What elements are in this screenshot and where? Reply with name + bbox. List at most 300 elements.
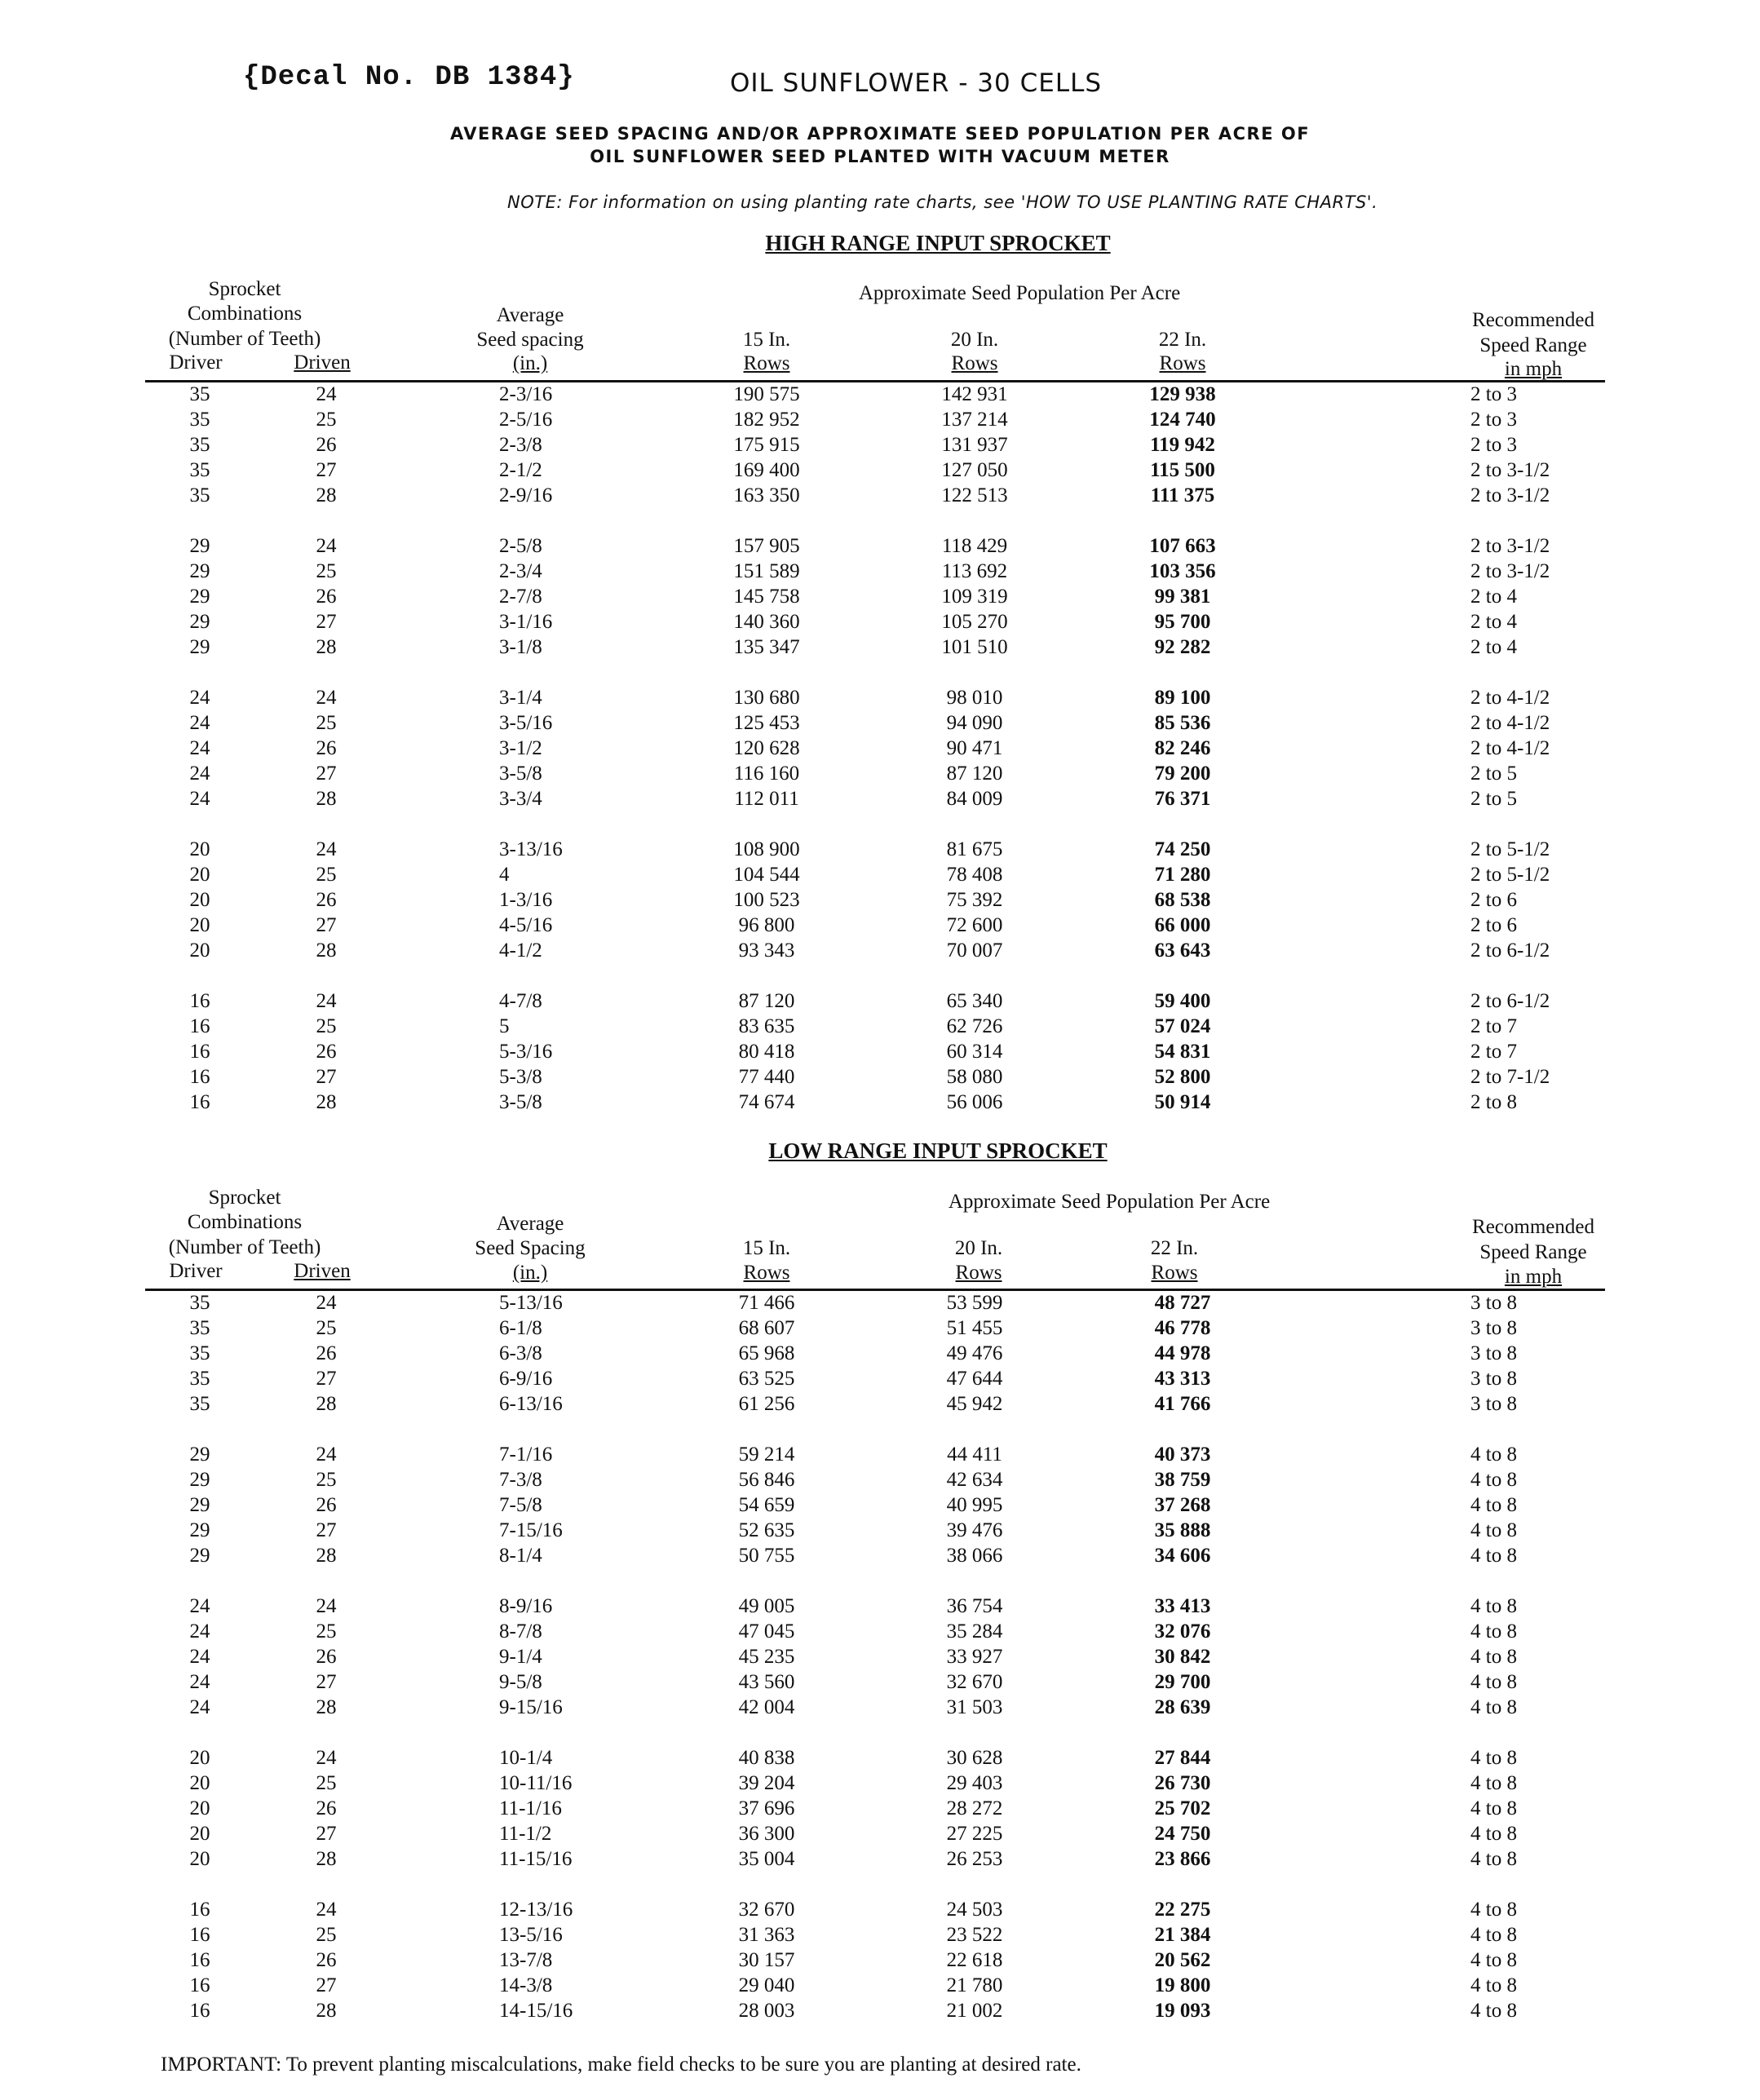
driven-teeth: 24	[316, 1595, 337, 1617]
speed-range: 2 to 4-1/2	[1470, 687, 1550, 709]
seed-spacing: 3-13/16	[499, 838, 563, 860]
population-15in: 50 755	[738, 1545, 795, 1567]
page-title: OIL SUNFLOWER - 30 CELLS	[730, 69, 1103, 98]
driven-teeth: 27	[316, 1671, 337, 1693]
population-20in: 137 214	[941, 409, 1008, 431]
driven-teeth: 27	[316, 763, 337, 785]
population-20in: 42 634	[946, 1469, 1003, 1491]
seed-spacing: 5-3/8	[499, 1066, 542, 1088]
in-unit-header: (in.)	[512, 1262, 548, 1284]
driven-teeth: 26	[316, 1342, 337, 1364]
speed-range: 2 to 5-1/2	[1470, 838, 1550, 860]
driver-teeth: 29	[189, 1443, 210, 1466]
population-15in: 36 300	[738, 1823, 795, 1845]
population-15in: 30 157	[738, 1949, 795, 1971]
combinations-header: Combinations	[187, 303, 303, 325]
driven-teeth: 28	[316, 939, 337, 962]
speed-range: 4 to 8	[1470, 1848, 1517, 1870]
population-15in: 77 440	[738, 1066, 795, 1088]
population-header: Approximate Seed Population Per Acre	[858, 282, 1181, 304]
population-15in: 54 659	[738, 1494, 795, 1516]
rows15-header: Rows	[743, 352, 790, 374]
population-22in: 35 888	[1154, 1519, 1211, 1541]
population-22in: 111 375	[1150, 484, 1215, 506]
driver-teeth: 24	[189, 1595, 210, 1617]
driver-teeth: 16	[189, 2000, 210, 2022]
population-22in: 119 942	[1150, 434, 1215, 456]
driver-teeth: 16	[189, 1899, 210, 1921]
speed-range: 2 to 6-1/2	[1470, 990, 1550, 1012]
driven-teeth: 27	[316, 1974, 337, 1996]
population-20in: 90 471	[946, 737, 1003, 759]
population-22in: 43 313	[1154, 1368, 1211, 1390]
population-15in: 112 011	[734, 788, 799, 810]
population-15in: 108 900	[733, 838, 800, 860]
seed-spacing: 3-1/8	[499, 636, 542, 658]
population-20in: 127 050	[941, 459, 1008, 481]
population-15in: 163 350	[733, 484, 800, 506]
population-20in: 56 006	[946, 1091, 1003, 1113]
population-15in: 47 045	[738, 1620, 795, 1642]
driven-teeth: 28	[316, 636, 337, 658]
population-22in: 30 842	[1154, 1646, 1211, 1668]
in-unit-header: (in.)	[512, 352, 548, 374]
population-22in: 29 700	[1154, 1671, 1211, 1693]
population-15in: 49 005	[738, 1595, 795, 1617]
speed-range: 4 to 8	[1470, 1696, 1517, 1718]
driver-teeth: 20	[189, 838, 210, 860]
speed-range: 2 to 3-1/2	[1470, 459, 1550, 481]
number-of-teeth-header: (Number of Teeth)	[168, 328, 321, 350]
low-range-header-rule	[145, 1289, 1605, 1291]
speed-range: 4 to 8	[1470, 2000, 1517, 2022]
driven-teeth: 27	[316, 1519, 337, 1541]
driver-teeth: 35	[189, 383, 210, 405]
driven-teeth: 28	[316, 1393, 337, 1415]
population-20in: 28 272	[946, 1797, 1003, 1819]
seed-spacing: 3-5/8	[499, 763, 542, 785]
driver-teeth: 29	[189, 586, 210, 608]
decal-number: {Decal No. DB 1384}	[243, 62, 575, 93]
high-range-header-rule	[145, 380, 1605, 382]
seed-spacing: 6-3/8	[499, 1342, 542, 1364]
population-20in: 118 429	[941, 535, 1008, 557]
population-15in: 151 589	[733, 560, 800, 582]
population-15in: 140 360	[733, 611, 800, 633]
driven-teeth: 27	[316, 611, 337, 633]
population-15in: 87 120	[738, 990, 795, 1012]
driven-header: Driven	[294, 1260, 351, 1282]
driver-teeth: 20	[189, 889, 210, 911]
seed-spacing: 2-3/16	[499, 383, 553, 405]
population-15in: 68 607	[738, 1317, 795, 1339]
driven-teeth: 24	[316, 1899, 337, 1921]
speed-range: 2 to 5	[1470, 788, 1517, 810]
seed-spacing: 3-5/8	[499, 1091, 542, 1113]
population-20in: 122 513	[941, 484, 1008, 506]
seed-spacing: 14-15/16	[499, 2000, 573, 2022]
seed-spacing-header: Seed spacing	[476, 329, 584, 351]
population-20in: 38 066	[946, 1545, 1003, 1567]
population-22in: 103 356	[1149, 560, 1216, 582]
speed-range: 2 to 4	[1470, 636, 1517, 658]
population-15in: 74 674	[738, 1091, 795, 1113]
seed-spacing: 10-11/16	[499, 1772, 573, 1794]
population-20in: 101 510	[941, 636, 1008, 658]
population-22in: 41 766	[1154, 1393, 1211, 1415]
driver-teeth: 16	[189, 990, 210, 1012]
population-20in: 26 253	[946, 1848, 1003, 1870]
speed-range: 4 to 8	[1470, 1924, 1517, 1946]
population-22in: 48 727	[1154, 1292, 1211, 1314]
population-22in: 20 562	[1154, 1949, 1211, 1971]
population-22in: 19 093	[1154, 2000, 1211, 2022]
driver-teeth: 20	[189, 1823, 210, 1845]
speed-range: 4 to 8	[1470, 1797, 1517, 1819]
seed-spacing: 11-1/2	[499, 1823, 552, 1845]
speed-range: 2 to 3	[1470, 409, 1517, 431]
driver-teeth: 35	[189, 1342, 210, 1364]
driven-teeth: 27	[316, 1066, 337, 1088]
speed-range: 3 to 8	[1470, 1393, 1517, 1415]
population-header: Approximate Seed Population Per Acre	[948, 1191, 1271, 1213]
driven-teeth: 25	[316, 1772, 337, 1794]
speed-range: 2 to 5-1/2	[1470, 864, 1550, 886]
population-15in: 28 003	[738, 2000, 795, 2022]
seed-spacing: 5-3/16	[499, 1041, 553, 1063]
population-22in: 92 282	[1154, 636, 1211, 658]
seed-spacing: 11-1/16	[499, 1797, 562, 1819]
driver-teeth: 20	[189, 914, 210, 936]
speed-range-header: Speed Range	[1479, 1241, 1587, 1263]
driven-teeth: 25	[316, 1317, 337, 1339]
speed-range: 4 to 8	[1470, 1443, 1517, 1466]
driver-teeth: 29	[189, 1545, 210, 1567]
seed-spacing: 3-1/16	[499, 611, 553, 633]
driver-teeth: 20	[189, 1797, 210, 1819]
population-22in: 54 831	[1154, 1041, 1211, 1063]
driven-teeth: 27	[316, 1823, 337, 1845]
driver-teeth: 29	[189, 1494, 210, 1516]
driver-teeth: 29	[189, 636, 210, 658]
population-20in: 60 314	[946, 1041, 1003, 1063]
population-22in: 66 000	[1154, 914, 1211, 936]
driven-teeth: 24	[316, 838, 337, 860]
seed-spacing: 14-3/8	[499, 1974, 553, 1996]
driven-teeth: 27	[316, 1368, 337, 1390]
speed-range: 2 to 5	[1470, 763, 1517, 785]
driver-teeth: 16	[189, 1091, 210, 1113]
population-20in: 44 411	[947, 1443, 1002, 1466]
seed-spacing: 1-3/16	[499, 889, 553, 911]
population-15in: 190 575	[733, 383, 800, 405]
number-of-teeth-header: (Number of Teeth)	[168, 1236, 321, 1258]
driven-teeth: 24	[316, 990, 337, 1012]
population-22in: 99 381	[1154, 586, 1211, 608]
seed-spacing: 5	[499, 1015, 510, 1037]
seed-spacing: 3-5/16	[499, 712, 553, 734]
driven-teeth: 26	[316, 1494, 337, 1516]
population-15in: 31 363	[738, 1924, 795, 1946]
speed-range: 3 to 8	[1470, 1292, 1517, 1314]
speed-range: 4 to 8	[1470, 1646, 1517, 1668]
population-15in: 29 040	[738, 1974, 795, 1996]
population-22in: 74 250	[1154, 838, 1211, 860]
population-15in: 42 004	[738, 1696, 795, 1718]
seed-spacing: 7-3/8	[499, 1469, 542, 1491]
population-22in: 22 275	[1154, 1899, 1211, 1921]
population-20in: 131 937	[941, 434, 1008, 456]
driver-teeth: 29	[189, 611, 210, 633]
speed-range: 2 to 6-1/2	[1470, 939, 1550, 962]
driver-teeth: 16	[189, 1066, 210, 1088]
population-15in: 135 347	[733, 636, 800, 658]
population-20in: 98 010	[946, 687, 1003, 709]
driven-teeth: 26	[316, 1646, 337, 1668]
important-footnote: IMPORTANT: To prevent planting miscalculations, make field checks to be sure you are planting at desired rate.	[161, 2054, 1081, 2076]
seed-spacing: 9-15/16	[499, 1696, 563, 1718]
seed-spacing: 9-1/4	[499, 1646, 542, 1668]
rows22-header: Rows	[1159, 352, 1206, 374]
population-22in: 23 866	[1154, 1848, 1211, 1870]
population-22in: 115 500	[1150, 459, 1215, 481]
driven-teeth: 25	[316, 864, 337, 886]
driver-teeth: 24	[189, 687, 210, 709]
seed-spacing: 4-1/2	[499, 939, 542, 962]
speed-range: 4 to 8	[1470, 1949, 1517, 1971]
driver-teeth: 35	[189, 1393, 210, 1415]
population-22in: 25 702	[1154, 1797, 1211, 1819]
driven-teeth: 27	[316, 459, 337, 481]
seed-spacing: 6-1/8	[499, 1317, 542, 1339]
speed-range-header: Speed Range	[1479, 334, 1587, 356]
population-15in: 93 343	[738, 939, 795, 962]
population-20in: 81 675	[946, 838, 1003, 860]
speed-range: 2 to 6	[1470, 914, 1517, 936]
population-15in: 116 160	[733, 763, 800, 785]
population-22in: 129 938	[1149, 383, 1216, 405]
speed-range: 4 to 8	[1470, 1494, 1517, 1516]
population-15in: 100 523	[733, 889, 800, 911]
seed-spacing-header: Seed Spacing	[475, 1237, 586, 1259]
population-22in: 124 740	[1149, 409, 1216, 431]
usage-note: NOTE: For information on using planting rate charts, see 'HOW TO USE PLANTING RATE CHARTS'.	[507, 192, 1378, 212]
population-22in: 76 371	[1154, 788, 1211, 810]
population-22in: 38 759	[1154, 1469, 1211, 1491]
population-20in: 70 007	[946, 939, 1003, 962]
speed-range: 2 to 7-1/2	[1470, 1066, 1550, 1088]
population-20in: 24 503	[946, 1899, 1003, 1921]
population-20in: 39 476	[946, 1519, 1003, 1541]
row15-header: 15 In.	[742, 1237, 791, 1259]
seed-spacing: 13-7/8	[499, 1949, 553, 1971]
average-header: Average	[496, 1213, 564, 1235]
population-20in: 62 726	[946, 1015, 1003, 1037]
seed-spacing: 6-13/16	[499, 1393, 563, 1415]
driven-teeth: 28	[316, 1696, 337, 1718]
population-22in: 27 844	[1154, 1747, 1211, 1769]
population-22in: 71 280	[1154, 864, 1211, 886]
population-20in: 94 090	[946, 712, 1003, 734]
row20-header: 20 In.	[950, 329, 999, 351]
speed-range: 2 to 7	[1470, 1041, 1517, 1063]
speed-range: 2 to 4	[1470, 611, 1517, 633]
driven-teeth: 28	[316, 788, 337, 810]
speed-range: 4 to 8	[1470, 1899, 1517, 1921]
speed-range: 4 to 8	[1470, 1671, 1517, 1693]
speed-range: 2 to 4-1/2	[1470, 712, 1550, 734]
seed-spacing: 8-1/4	[499, 1545, 542, 1567]
population-20in: 65 340	[946, 990, 1003, 1012]
population-22in: 59 400	[1154, 990, 1211, 1012]
rows22-header: Rows	[1151, 1262, 1198, 1284]
population-15in: 71 466	[738, 1292, 795, 1314]
population-15in: 83 635	[738, 1015, 795, 1037]
population-15in: 35 004	[738, 1848, 795, 1870]
population-20in: 27 225	[946, 1823, 1003, 1845]
driver-teeth: 35	[189, 409, 210, 431]
seed-spacing: 6-9/16	[499, 1368, 553, 1390]
in-mph-header: in mph	[1504, 1266, 1563, 1288]
driver-teeth: 24	[189, 1646, 210, 1668]
seed-spacing: 2-5/8	[499, 535, 542, 557]
in-mph-header: in mph	[1504, 358, 1563, 380]
seed-spacing: 11-15/16	[499, 1848, 573, 1870]
population-20in: 78 408	[946, 864, 1003, 886]
population-20in: 105 270	[941, 611, 1008, 633]
seed-spacing: 4-7/8	[499, 990, 542, 1012]
seed-spacing: 12-13/16	[499, 1899, 573, 1921]
driver-teeth: 24	[189, 1696, 210, 1718]
population-20in: 33 927	[946, 1646, 1003, 1668]
driver-teeth: 24	[189, 737, 210, 759]
population-15in: 145 758	[733, 586, 800, 608]
population-22in: 28 639	[1154, 1696, 1211, 1718]
population-20in: 32 670	[946, 1671, 1003, 1693]
driver-teeth: 29	[189, 560, 210, 582]
speed-range: 4 to 8	[1470, 1519, 1517, 1541]
seed-spacing: 8-9/16	[499, 1595, 553, 1617]
rows15-header: Rows	[743, 1262, 790, 1284]
seed-spacing: 3-1/2	[499, 737, 542, 759]
driven-teeth: 25	[316, 409, 337, 431]
driven-teeth: 24	[316, 535, 337, 557]
population-15in: 125 453	[733, 712, 800, 734]
combinations-header: Combinations	[187, 1211, 303, 1233]
seed-spacing: 2-3/8	[499, 434, 542, 456]
population-22in: 33 413	[1154, 1595, 1211, 1617]
speed-range: 4 to 8	[1470, 1772, 1517, 1794]
seed-spacing: 2-5/16	[499, 409, 553, 431]
population-20in: 36 754	[946, 1595, 1003, 1617]
driver-teeth: 35	[189, 434, 210, 456]
population-15in: 56 846	[738, 1469, 795, 1491]
driven-teeth: 28	[316, 1848, 337, 1870]
speed-range: 3 to 8	[1470, 1317, 1517, 1339]
population-20in: 21 780	[946, 1974, 1003, 1996]
population-15in: 45 235	[738, 1646, 795, 1668]
driver-teeth: 24	[189, 788, 210, 810]
population-15in: 61 256	[738, 1393, 795, 1415]
seed-spacing: 4	[499, 864, 510, 886]
speed-range: 2 to 7	[1470, 1015, 1517, 1037]
driver-teeth: 24	[189, 712, 210, 734]
population-20in: 58 080	[946, 1066, 1003, 1088]
seed-spacing: 3-1/4	[499, 687, 542, 709]
speed-range: 2 to 3-1/2	[1470, 484, 1550, 506]
population-20in: 22 618	[946, 1949, 1003, 1971]
driven-teeth: 25	[316, 1469, 337, 1491]
driver-teeth: 20	[189, 1772, 210, 1794]
driven-teeth: 26	[316, 1041, 337, 1063]
driven-teeth: 25	[316, 1620, 337, 1642]
driver-teeth: 29	[189, 1469, 210, 1491]
driver-teeth: 20	[189, 864, 210, 886]
seed-spacing: 7-1/16	[499, 1443, 553, 1466]
population-15in: 39 204	[738, 1772, 795, 1794]
driver-teeth: 20	[189, 1848, 210, 1870]
speed-range: 4 to 8	[1470, 1974, 1517, 1996]
driven-teeth: 28	[316, 484, 337, 506]
population-22in: 21 384	[1154, 1924, 1211, 1946]
rows20-header: Rows	[951, 352, 998, 374]
speed-range: 2 to 6	[1470, 889, 1517, 911]
population-20in: 29 403	[946, 1772, 1003, 1794]
speed-range: 4 to 8	[1470, 1747, 1517, 1769]
population-15in: 175 915	[733, 434, 800, 456]
population-15in: 182 952	[733, 409, 800, 431]
population-22in: 26 730	[1154, 1772, 1211, 1794]
driven-header: Driven	[294, 351, 351, 374]
seed-spacing: 2-1/2	[499, 459, 542, 481]
population-22in: 50 914	[1154, 1091, 1211, 1113]
seed-spacing: 7-15/16	[499, 1519, 563, 1541]
population-15in: 130 680	[733, 687, 800, 709]
subtitle-line-1: AVERAGE SEED SPACING AND/OR APPROXIMATE SEED POPULATION PER ACRE OF	[449, 124, 1311, 144]
seed-spacing: 2-9/16	[499, 484, 553, 506]
speed-range: 4 to 8	[1470, 1545, 1517, 1567]
recommended-header: Recommended	[1472, 309, 1594, 331]
population-15in: 52 635	[738, 1519, 795, 1541]
driver-teeth: 24	[189, 1620, 210, 1642]
speed-range: 2 to 3-1/2	[1470, 535, 1550, 557]
speed-range: 2 to 8	[1470, 1091, 1517, 1113]
seed-spacing: 8-7/8	[499, 1620, 542, 1642]
population-22in: 82 246	[1154, 737, 1211, 759]
driver-teeth: 24	[189, 1671, 210, 1693]
driven-teeth: 25	[316, 1015, 337, 1037]
population-20in: 30 628	[946, 1747, 1003, 1769]
speed-range: 2 to 3-1/2	[1470, 560, 1550, 582]
row20-header: 20 In.	[954, 1237, 1003, 1259]
seed-spacing: 2-3/4	[499, 560, 542, 582]
population-22in: 34 606	[1154, 1545, 1211, 1567]
population-22in: 95 700	[1154, 611, 1211, 633]
population-22in: 46 778	[1154, 1317, 1211, 1339]
driver-teeth: 29	[189, 1519, 210, 1541]
population-15in: 80 418	[738, 1041, 795, 1063]
population-22in: 57 024	[1154, 1015, 1211, 1037]
population-15in: 120 628	[733, 737, 800, 759]
speed-range: 3 to 8	[1470, 1368, 1517, 1390]
driver-teeth: 35	[189, 1317, 210, 1339]
driver-teeth: 20	[189, 1747, 210, 1769]
driven-teeth: 26	[316, 1797, 337, 1819]
sprocket-header: Sprocket	[208, 278, 281, 300]
population-15in: 32 670	[738, 1899, 795, 1921]
seed-spacing: 3-3/4	[499, 788, 542, 810]
driven-teeth: 27	[316, 914, 337, 936]
